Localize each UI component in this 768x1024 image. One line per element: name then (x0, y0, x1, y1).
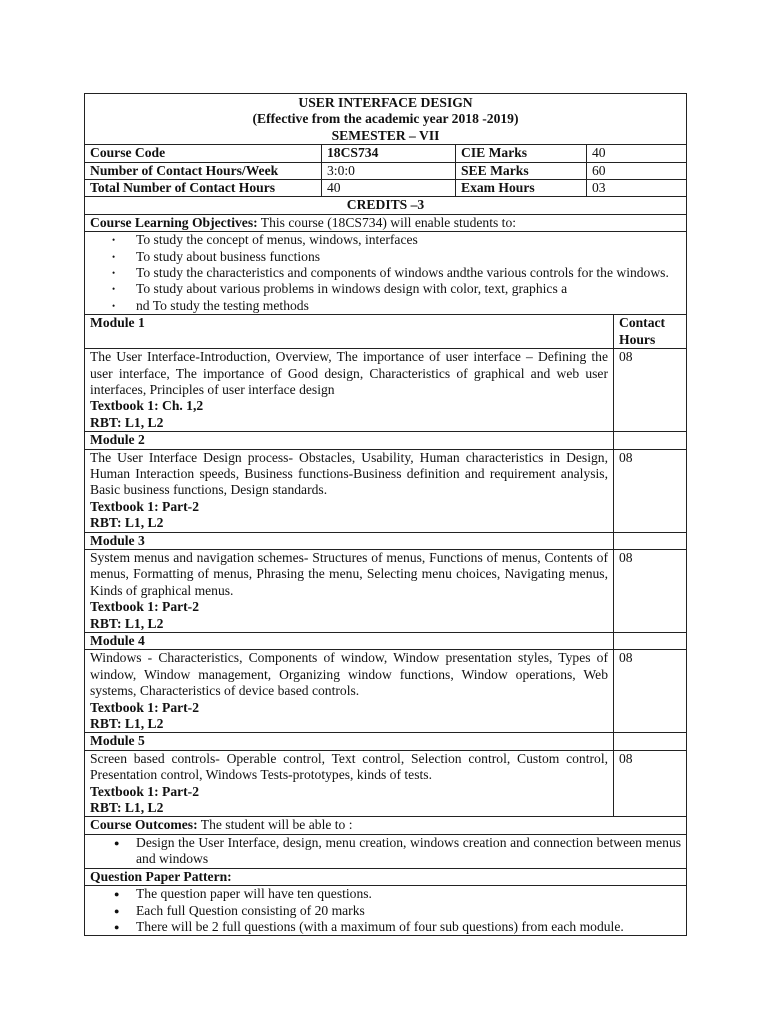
module-hours-header-empty (614, 532, 687, 549)
info-value: 60 (587, 162, 687, 179)
module-title: Module 5 (85, 733, 614, 750)
info-label: Total Number of Contact Hours (85, 180, 322, 197)
module-rbt: RBT: L1, L2 (90, 716, 164, 732)
credits-row (85, 197, 687, 214)
qp-heading-row (85, 868, 687, 885)
module-3-heading-row (85, 532, 687, 549)
qp-item: ● The question paper will have ten questions. (136, 886, 681, 902)
info-value: 03 (587, 180, 687, 197)
module-3-content-row (85, 549, 687, 632)
objectives-intro: This course (18CS734) will enable students to: (257, 214, 517, 230)
objective-item: • To study about business functions (136, 249, 681, 265)
module-hours: 08 (614, 449, 687, 532)
outcome-item: ● Design the User Interface, design, menu creation, windows creation and connection between menus and windows (136, 835, 681, 868)
outcomes-list (90, 835, 681, 868)
module-hours: 08 (614, 349, 687, 432)
contact-hours-header (614, 315, 687, 349)
module-1-heading-row (85, 315, 687, 349)
outcomes-intro: The student will be able to : (197, 817, 353, 833)
objectives-heading-cell (85, 214, 687, 231)
module-5-content-row (85, 750, 687, 817)
module-4-content-row (85, 650, 687, 733)
outcomes-heading-cell (85, 817, 687, 834)
module-textbook: Textbook 1: Part-2 (90, 498, 199, 514)
info-value: 40 (322, 180, 456, 197)
objective-item: • To study the characteristics and components of windows andthe various controls for the windows. (136, 265, 681, 281)
info-row-course-code (85, 145, 687, 162)
module-textbook: Textbook 1: Part-2 (90, 599, 199, 615)
qp-item: ● Each full Question consisting of 20 marks (136, 903, 681, 919)
credits-label: CREDITS –3 (85, 197, 687, 214)
info-row-contact-hours-week (85, 162, 687, 179)
module-textbook: Textbook 1: Part-2 (90, 699, 199, 715)
info-label: CIE Marks (456, 145, 587, 162)
info-row-total-contact-hours (85, 180, 687, 197)
module-title: Module 4 (85, 633, 614, 650)
module-rbt: RBT: L1, L2 (90, 615, 164, 631)
module-content: The User Interface-Introduction, Overview, The importance of user interface – Defining the user interface, The importance of Good design, Characteristics of graphical and web user interfaces, Principles of user interface design (90, 349, 608, 397)
info-label: Course Code (85, 145, 322, 162)
outcomes-heading-row (85, 817, 687, 834)
objectives-heading-row (85, 214, 687, 231)
module-hours-header-empty (614, 633, 687, 650)
module-content-cell (85, 650, 614, 733)
contact-hours-header-line1: Contact (619, 315, 666, 331)
module-hours: 08 (614, 750, 687, 817)
qp-item: ● There will be 2 full questions (with a maximum of four sub questions) from each module. (136, 919, 681, 935)
course-title: USER INTERFACE DESIGN (298, 95, 473, 110)
module-hours: 08 (614, 650, 687, 733)
qp-heading: Question Paper Pattern: (85, 868, 687, 885)
course-subtitle: (Effective from the academic year 2018 -2019) (252, 111, 519, 127)
info-value: 40 (587, 145, 687, 162)
module-content-cell (85, 549, 614, 632)
syllabus-page (84, 93, 686, 936)
title-row (85, 94, 687, 145)
outcomes-list-row (85, 834, 687, 868)
contact-hours-header-line2: Hours (619, 331, 656, 347)
module-hours-header-empty (614, 733, 687, 750)
module-rbt: RBT: L1, L2 (90, 515, 164, 531)
outcomes-heading: Course Outcomes: (90, 817, 198, 833)
qp-list-cell (85, 886, 687, 936)
module-title: Module 3 (85, 532, 614, 549)
module-5-heading-row (85, 733, 687, 750)
module-rbt: RBT: L1, L2 (90, 800, 164, 816)
syllabus-table (84, 93, 687, 936)
objectives-list (90, 232, 681, 314)
module-content-cell (85, 750, 614, 817)
module-2-content-row (85, 449, 687, 532)
module-content: Screen based controls- Operable control, Text control, Selection control, Custom control, Presentation control, Windows Tests-prototypes, kinds of tests. (90, 750, 608, 783)
outcomes-list-cell (85, 834, 687, 868)
info-value: 18CS734 (322, 145, 456, 162)
objectives-list-cell (85, 232, 687, 315)
module-rbt: RBT: L1, L2 (90, 414, 164, 430)
module-1-content-row (85, 349, 687, 432)
module-2-heading-row (85, 432, 687, 449)
info-label: SEE Marks (456, 162, 587, 179)
qp-list-row (85, 886, 687, 936)
module-hours: 08 (614, 549, 687, 632)
module-textbook: Textbook 1: Ch. 1,2 (90, 398, 204, 414)
qp-list (90, 886, 681, 935)
module-textbook: Textbook 1: Part-2 (90, 783, 199, 799)
module-content-cell (85, 349, 614, 432)
module-content: Windows - Characteristics, Components of window, Window presentation styles, Types of window, Window management, Organizing window functions, Window operations, Web systems, Characteristics of device based controls. (90, 650, 608, 699)
info-label: Number of Contact Hours/Week (85, 162, 322, 179)
info-value: 3:0:0 (322, 162, 456, 179)
module-content: System menus and navigation schemes- Structures of menus, Functions of menus, Contents of menus, Formatting of menus, Phrasing the menu, Selecting menu choices, Navigating menus, Kinds of graphical menus. (90, 549, 608, 598)
objective-item: • To study about various problems in windows design with color, text, graphics a (136, 281, 681, 297)
module-content: The User Interface Design process- Obstacles, Usability, Human characteristics in Design, Human Interaction speeds, Business functions-Business definition and requirement analysis, Basic business functions, Design standards. (90, 449, 608, 498)
title-cell (85, 94, 687, 145)
objective-item: • nd To study the testing methods (136, 298, 681, 314)
objectives-heading: Course Learning Objectives: (90, 214, 258, 230)
module-title: Module 2 (85, 432, 614, 449)
module-hours-header-empty (614, 432, 687, 449)
objective-item: • To study the concept of menus, windows, interfaces (136, 232, 681, 248)
info-label: Exam Hours (456, 180, 587, 197)
module-4-heading-row (85, 633, 687, 650)
semester-label: SEMESTER – VII (331, 127, 440, 143)
module-content-cell (85, 449, 614, 532)
module-title: Module 1 (85, 315, 614, 349)
objectives-list-row (85, 232, 687, 315)
